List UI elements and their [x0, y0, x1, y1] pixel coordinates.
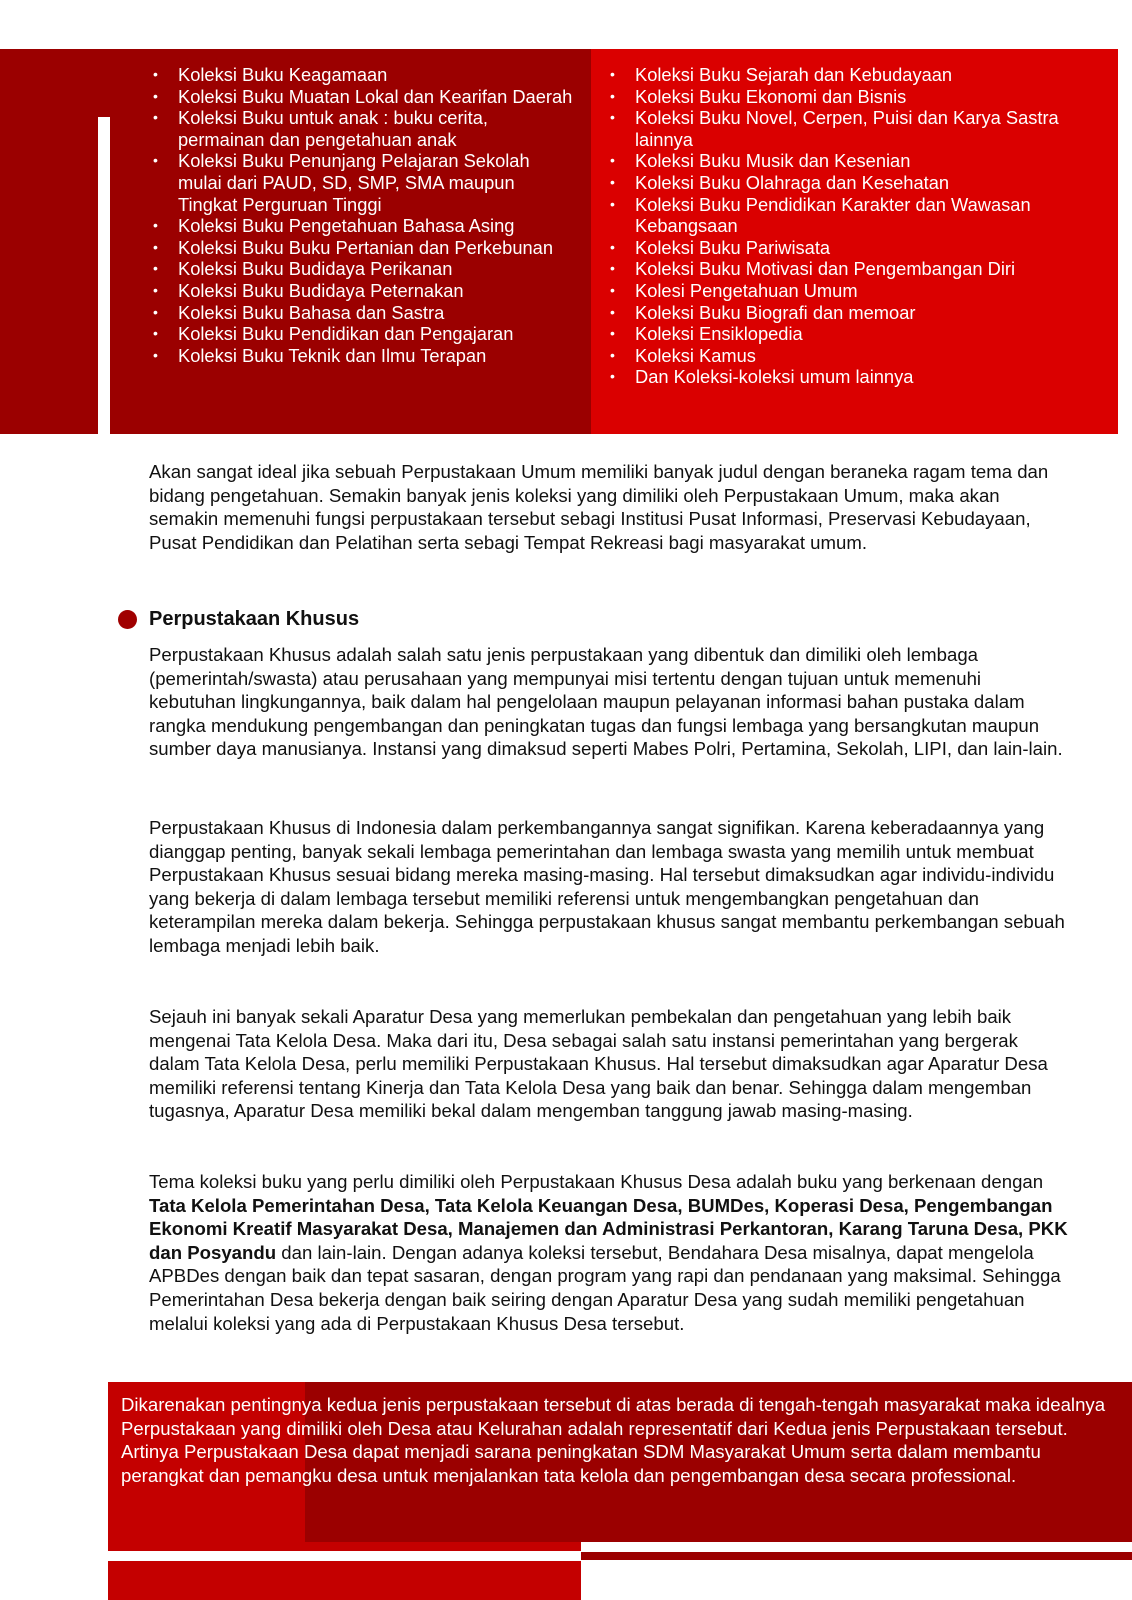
bullet-icon: • — [153, 87, 158, 104]
bullet-icon: • — [610, 325, 615, 342]
bullet-icon: • — [153, 281, 158, 298]
section-heading — [118, 605, 359, 633]
list-item: • Koleksi Buku Teknik dan Ilmu Terapan — [153, 344, 487, 366]
list-item: • Koleksi Buku Novel, Cerpen, Puisi dan Karya Sastra lainnya — [610, 107, 1059, 150]
collection-list-left — [153, 64, 578, 366]
bullet-icon: • — [610, 260, 615, 277]
bullet-icon: • — [153, 303, 158, 320]
list-item: • Koleksi Buku Penunjang Pelajaran Sekolah mulai dari PAUD, SD, SMP, SMA maupun Tingkat Perguruan Tinggi — [153, 150, 530, 215]
bullet-icon: • — [153, 260, 158, 277]
list-item: • Koleksi Buku untuk anak : buku cerita, permainan dan pengetahuan anak — [153, 107, 488, 150]
bullet-icon: • — [153, 152, 158, 169]
list-item: • Dan Koleksi-koleksi umum lainnya — [610, 366, 914, 388]
bullet-icon: • — [153, 217, 158, 234]
bullet-icon: • — [153, 66, 158, 82]
bullet-icon: • — [610, 152, 615, 169]
khusus-paragraph-3: Sejauh ini banyak sekali Aparatur Desa yang memerlukan pembekalan dan pengetahuan yang lebih baik mengenai Tata Kelola Desa. Maka dari itu, Desa sebagai salah satu instansi pemerintahan yang bergerak dalam Tata Kelola Desa, perlu memiliki Perpustakaan Khusus. Hal tersebut dimaksudkan agar Aparatur Desa memiliki referensi tentang Kinerja dan Tata Kelola Desa yang baik dan benar. Sehingga dalam mengemban tugasnya, Aparatur Desa memiliki bekal dalam mengemban tanggung jawab masing-masing. — [149, 1006, 1048, 1122]
khusus-paragraph-2: Perpustakaan Khusus di Indonesia dalam perkembangannya sangat signifikan. Karena keberadaannya yang dianggap penting, banyak sekali lembaga pemerintahan dan lembaga swasta yang memilih untuk membuat Perpustakaan Khusus sesuai bidang mereka masing-masing. Hal tersebut dimaksudkan agar individu-individu yang bekerja di dalam lembaga tersebut memiliki referensi untuk mengembangkan pengetahuan dan keterampilan mereka dalam bekerja. Sehingga perpustakaan khusus sangat membantu perkembangan sebuah lembaga menjadi lebih baik. — [149, 817, 1065, 956]
bullet-icon: • — [153, 346, 158, 363]
list-item: • Koleksi Buku Sejarah dan Kebudayaan — [610, 64, 953, 85]
red-circle-bullet-icon — [118, 610, 137, 629]
list-item: • Koleksi Buku Muatan Lokal dan Kearifan Daerah — [153, 85, 573, 107]
list-item: • Koleksi Buku Budidaya Peternakan — [153, 279, 464, 301]
list-item: • Koleksi Buku Pendidikan Karakter dan Wawasan Kebangsaan — [610, 193, 1031, 237]
bullet-icon: • — [610, 109, 615, 126]
section-title: Perpustakaan Khusus — [149, 607, 360, 630]
bullet-icon: • — [153, 109, 158, 126]
list-item: • Koleksi Buku Pengetahuan Bahasa Asing — [153, 215, 515, 237]
list-item: • Koleksi Ensiklopedia — [610, 323, 803, 345]
list-item: • Koleksi Buku Biografi dan memoar — [610, 301, 916, 323]
list-item: • Koleksi Buku Olahraga dan Kesehatan — [610, 171, 950, 193]
list-item: • Koleksi Buku Budidaya Perikanan — [153, 258, 453, 280]
list-item: • Koleksi Buku Buku Pertanian dan Perkebunan — [153, 236, 554, 258]
list-item: • Koleksi Buku Pariwisata — [610, 236, 831, 258]
list-item: • Koleksi Buku Musik dan Kesenian — [610, 150, 911, 172]
list-item: • Koleksi Buku Motivasi dan Pengembangan Diri — [610, 258, 1016, 280]
bottom-decor-right-strip — [581, 1552, 1132, 1560]
bottom-decor-left-extension — [108, 1542, 581, 1551]
collection-list-right — [610, 64, 1105, 388]
list-item: • Koleksi Buku Ekonomi dan Bisnis — [610, 85, 907, 107]
bottom-decor-left-block — [108, 1561, 581, 1600]
bottom-conclusion-text: Dikarenakan pentingnya kedua jenis perpustakaan tersebut di atas berada di tengah-tengah masyarakat maka idealnya Perpustakaan yang dimiliki oleh Desa atau Kelurahan adalah representatif dari Kedua jenis Perpustakaan tersebut. Artinya Perpustakaan Desa dapat menjadi sarana peningkatan SDM Masyarakat Umum serta dalam membantu perangkat dan pemangku desa untuk menjalankan tata kelola dan pengembangan desa secara professional. — [121, 1394, 1106, 1486]
khusus-paragraph-4: Tema koleksi buku yang perlu dimiliki oleh Perpustakaan Khusus Desa adalah buku yang berkenaan dengan Tata Kelola Pemerintahan Desa, Tata Kelola Keuangan Desa, BUMDes, Koperasi Desa, Pengembangan Ekonomi Kreatif Masyarakat Desa, Manajemen dan Administrasi Perkantoran, Karang Taruna Desa, PKK dan Posyandu dan lain-lain. Dengan adanya koleksi tersebut, Bendahara Desa misalnya, dapat mengelola APBDes dengan baik dan tepat sasaran, dengan program yang rapi dan pendanaan yang maksimal. Sehingga Pemerintahan Desa bekerja dengan baik seiring dengan Aparatur Desa yang sudah memiliki pengetahuan melalui koleksi yang ada di Perpustakaan Khusus Desa tersebut. — [149, 1171, 1068, 1334]
list-item: • Koleksi Buku Keagamaan — [153, 64, 388, 85]
bullet-icon: • — [153, 325, 158, 342]
bullet-icon: • — [610, 303, 615, 320]
bullet-icon: • — [610, 346, 615, 363]
bullet-icon: • — [610, 173, 615, 190]
umum-paragraph: Akan sangat ideal jika sebuah Perpustakaan Umum memiliki banyak judul dengan beraneka ragam tema dan bidang pengetahuan. Semakin banyak jenis koleksi yang dimiliki oleh Perpustakaan Umum, maka akan semakin memenuhi fungsi perpustakaan tersebut sebagi Institusi Pusat Informasi, Preservasi Kebudayaan, Pusat Pendidikan dan Pelatihan serta sebagi Tempat Rekreasi bagi masyarakat umum. — [149, 461, 1049, 553]
bullet-icon: • — [610, 87, 615, 104]
list-item: • Koleksi Buku Pendidikan dan Pengajaran — [153, 323, 514, 345]
list-item: • Koleksi Kamus — [610, 344, 756, 366]
decorative-white-bar — [98, 117, 110, 434]
bullet-icon: • — [610, 368, 615, 385]
bullet-icon: • — [610, 195, 615, 212]
bullet-icon: • — [610, 238, 615, 255]
bullet-icon: • — [610, 281, 615, 298]
khusus-paragraph-1: Perpustakaan Khusus adalah salah satu jenis perpustakaan yang dibentuk dan dimiliki oleh lembaga (pemerintah/swasta) atau perusahaan yang mempunyai misi tertentu dengan tujuan untuk memenuhi kebutuhan lingkungannya, baik dalam hal pengelolaan maupun pelayanan informasi bahan pustaka dalam rangka mendukung pengembangan dan peningkatan tugas dan fungsi lembaga yang bersangkutan maupun sumber daya manusianya. Instansi yang dimaksud seperti Mabes Polri, Pertamina, Sekolah, LIPI, dan lain-lain. — [149, 644, 1063, 760]
bold-topics: Tata Kelola Pemerintahan Desa, Tata Kelola Keuangan Desa, BUMDes, Koperasi Desa, Pengembangan Ekonomi Kreatif Masyarakat Desa, Manajemen dan Administrasi Perkantoran, Karang Taruna Desa, PKK dan Posyandu — [149, 1194, 1068, 1263]
bullet-icon: • — [153, 238, 158, 255]
bullet-icon: • — [610, 66, 615, 82]
list-item: • Koleksi Buku Bahasa dan Sastra — [153, 301, 445, 323]
list-item: • Kolesi Pengetahuan Umum — [610, 279, 858, 301]
